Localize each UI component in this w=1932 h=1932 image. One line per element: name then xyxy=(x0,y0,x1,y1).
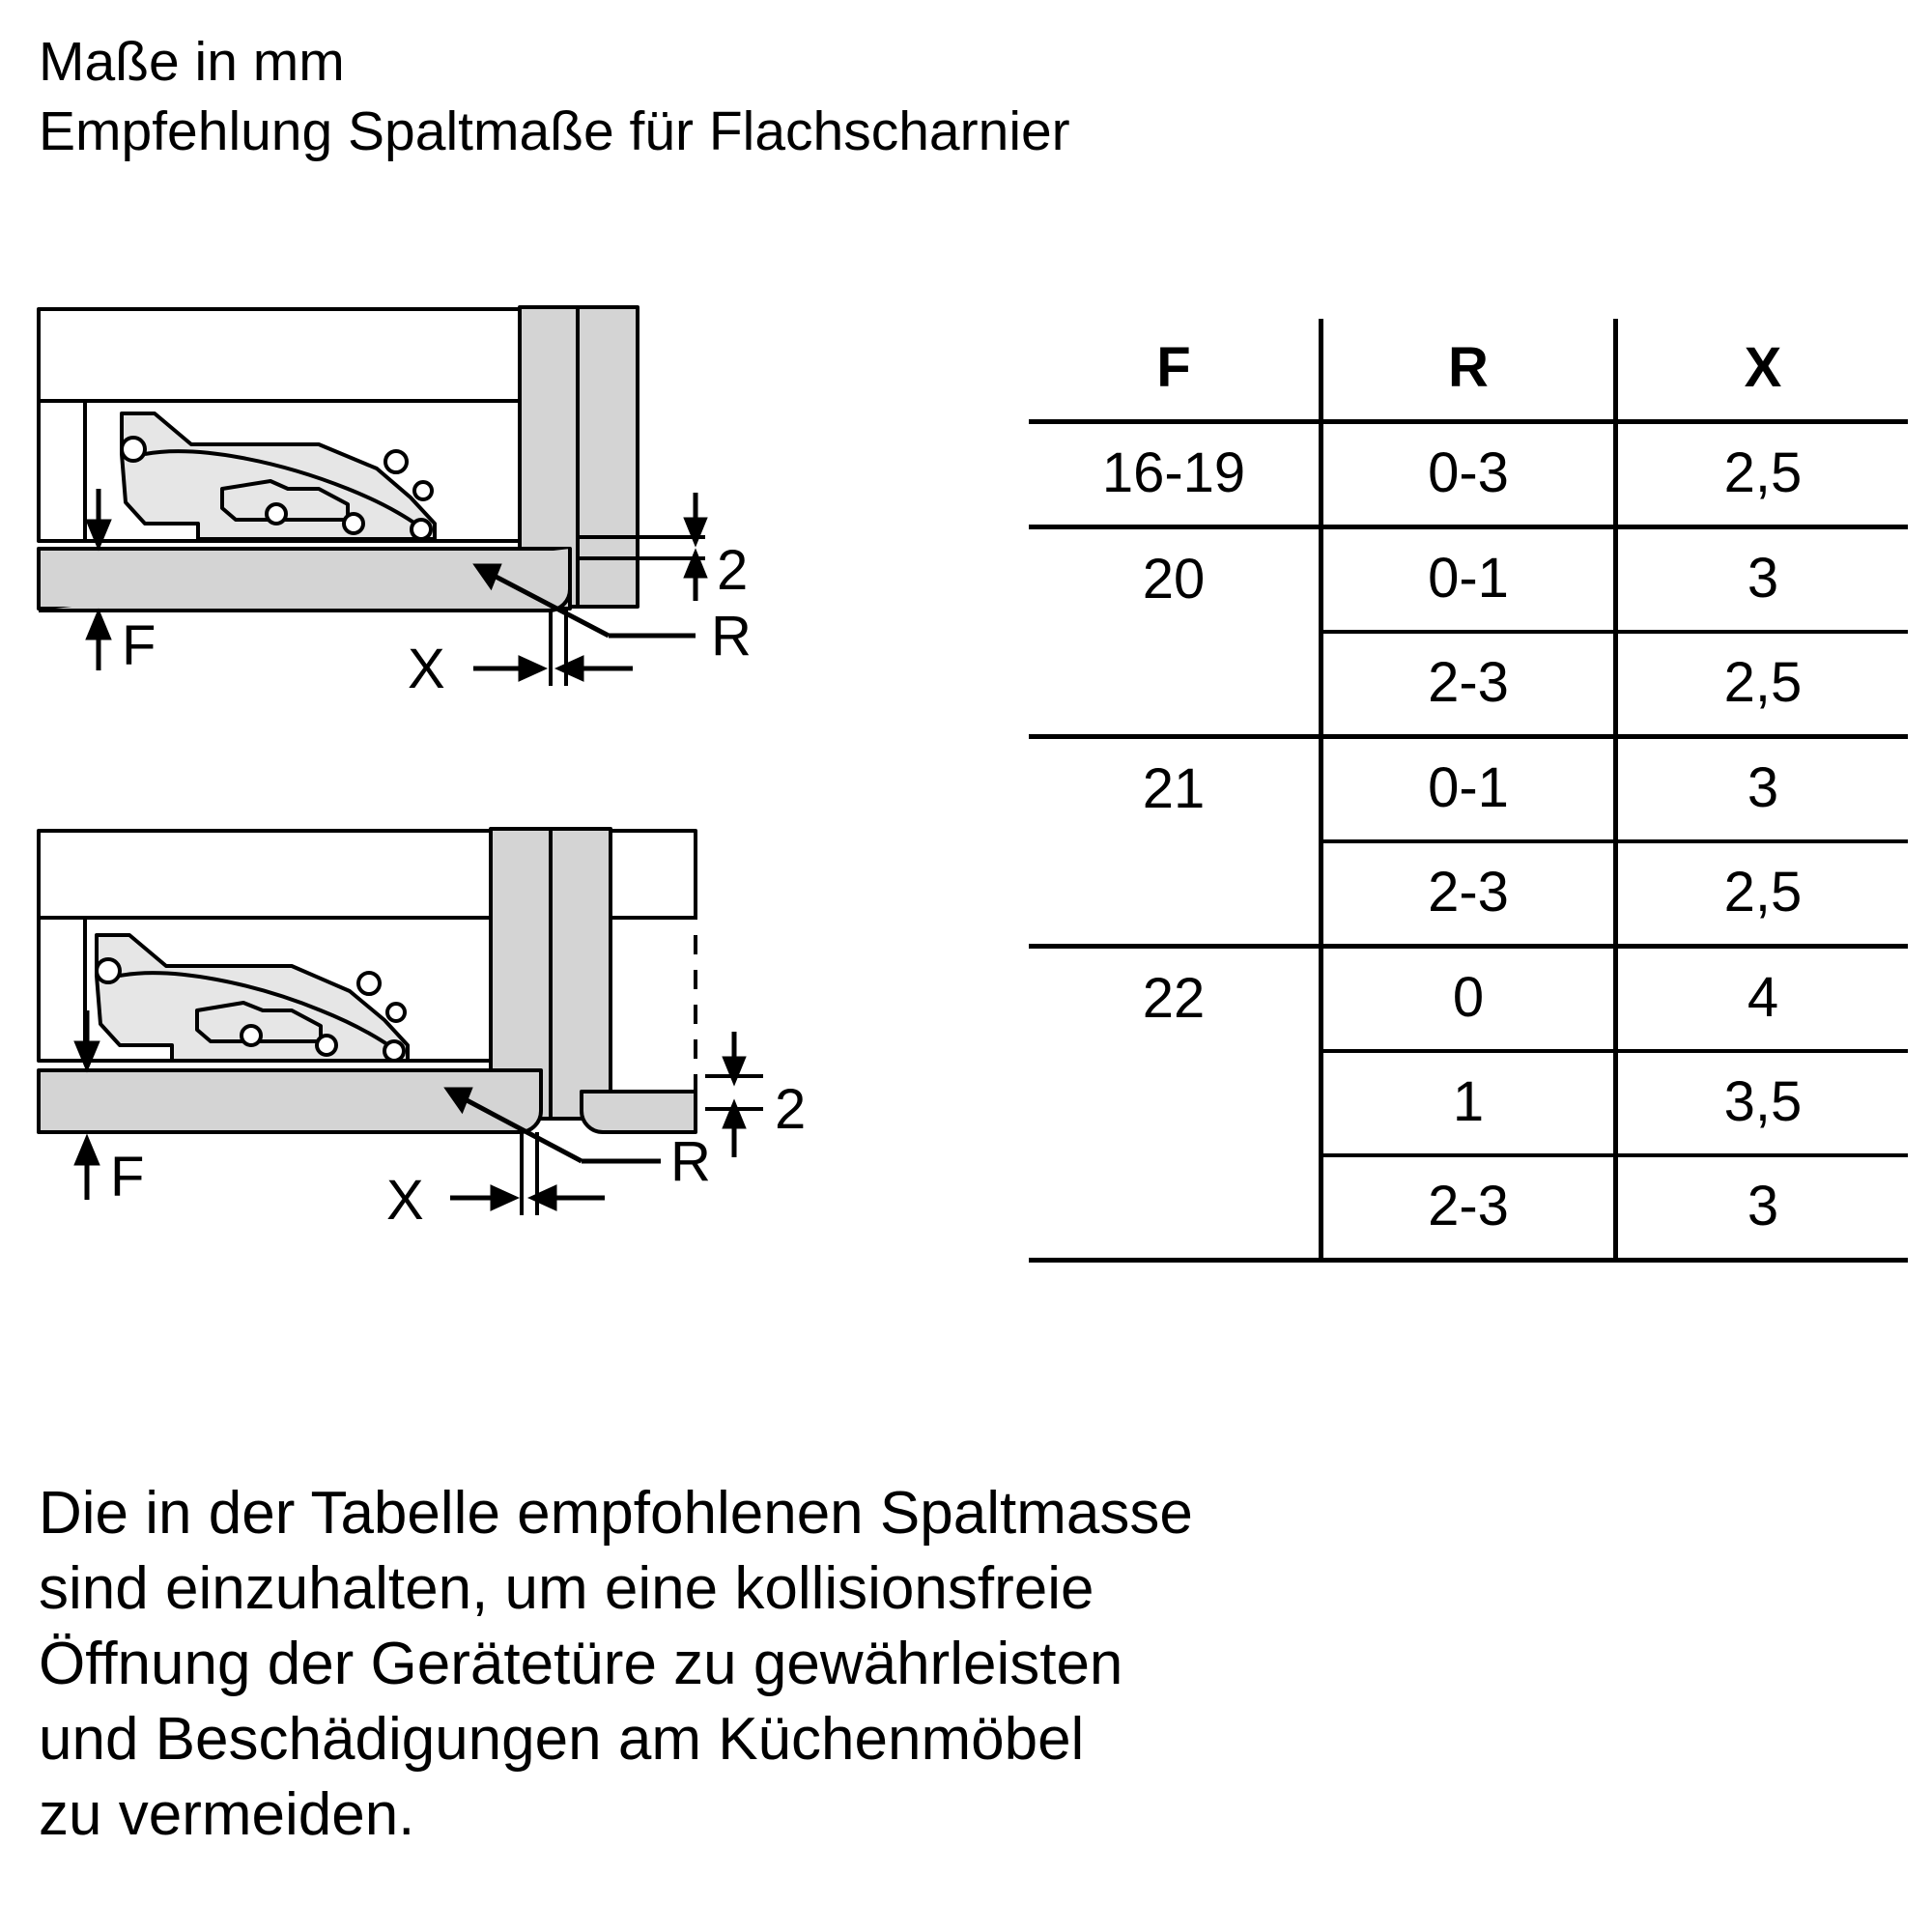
cell-x: 3 xyxy=(1616,1155,1909,1261)
table-row xyxy=(1029,1051,1908,1155)
cell-f xyxy=(1029,1155,1321,1261)
cell-r: 2-3 xyxy=(1321,841,1616,947)
label-gap-2-top: 2 xyxy=(717,539,749,602)
table-row xyxy=(1029,632,1908,737)
label-x-bottom: X xyxy=(386,1169,424,1232)
label-x-top: X xyxy=(408,638,445,700)
cell-x: 4 xyxy=(1616,947,1909,1052)
cell-f xyxy=(1029,632,1321,737)
cell-x: 3,5 xyxy=(1616,1051,1909,1155)
cell-r: 0 xyxy=(1321,947,1616,1052)
table-header-f: F xyxy=(1029,319,1321,422)
note-line-1: Die in der Tabelle empfohlenen Spaltmasse xyxy=(39,1480,1193,1547)
note-paragraph xyxy=(39,1476,1874,1853)
cell-f: 16-19 xyxy=(1029,422,1321,527)
cell-f: 20 xyxy=(1029,527,1321,633)
cell-f xyxy=(1029,1051,1321,1155)
note-line-5: zu vermeiden. xyxy=(39,1781,415,1848)
label-f-top: F xyxy=(122,614,156,677)
cell-x: 2,5 xyxy=(1616,632,1909,737)
table-row xyxy=(1029,947,1908,1052)
page-title xyxy=(39,27,1826,166)
table-header-r: R xyxy=(1321,319,1616,422)
note-line-2: sind einzuhalten, um eine kollisionsfreie xyxy=(39,1555,1094,1622)
cell-f: 21 xyxy=(1029,737,1321,842)
table-row xyxy=(1029,737,1908,842)
cell-f: 22 xyxy=(1029,947,1321,1052)
clearance-table xyxy=(1029,319,1908,1263)
cell-r: 2-3 xyxy=(1321,1155,1616,1261)
cell-x: 2,5 xyxy=(1616,841,1909,947)
table-row xyxy=(1029,422,1908,527)
table-row xyxy=(1029,527,1908,633)
table-row xyxy=(1029,841,1908,947)
table-header-row xyxy=(1029,319,1908,422)
cell-r: 0-3 xyxy=(1321,422,1616,527)
cell-x: 3 xyxy=(1616,737,1909,842)
label-r-top: R xyxy=(711,605,752,668)
title-line-recommendation: Empfehlung Spaltmaße für Flachscharnier xyxy=(39,100,1070,162)
note-line-4: und Beschädigungen am Küchenmöbel xyxy=(39,1706,1085,1773)
hinge-cross-section-diagram-top xyxy=(29,299,898,782)
label-f-bottom: F xyxy=(110,1146,145,1208)
cell-r: 0-1 xyxy=(1321,737,1616,842)
table-row xyxy=(1029,1155,1908,1261)
title-line-units: Maße in mm xyxy=(39,31,345,93)
cell-r: 2-3 xyxy=(1321,632,1616,737)
cell-r: 0-1 xyxy=(1321,527,1616,633)
cell-x: 2,5 xyxy=(1616,422,1909,527)
clearance-table-wrapper xyxy=(1029,319,1898,1263)
label-gap-2-bottom: 2 xyxy=(775,1078,807,1141)
cell-f xyxy=(1029,841,1321,947)
label-r-bottom: R xyxy=(670,1130,711,1193)
note-line-3: Öffnung der Gerätetüre zu gewährleisten xyxy=(39,1631,1123,1697)
table-header-x: X xyxy=(1616,319,1909,422)
hinge-cross-section-diagram-bottom xyxy=(29,821,898,1304)
cell-r: 1 xyxy=(1321,1051,1616,1155)
cell-x: 3 xyxy=(1616,527,1909,633)
